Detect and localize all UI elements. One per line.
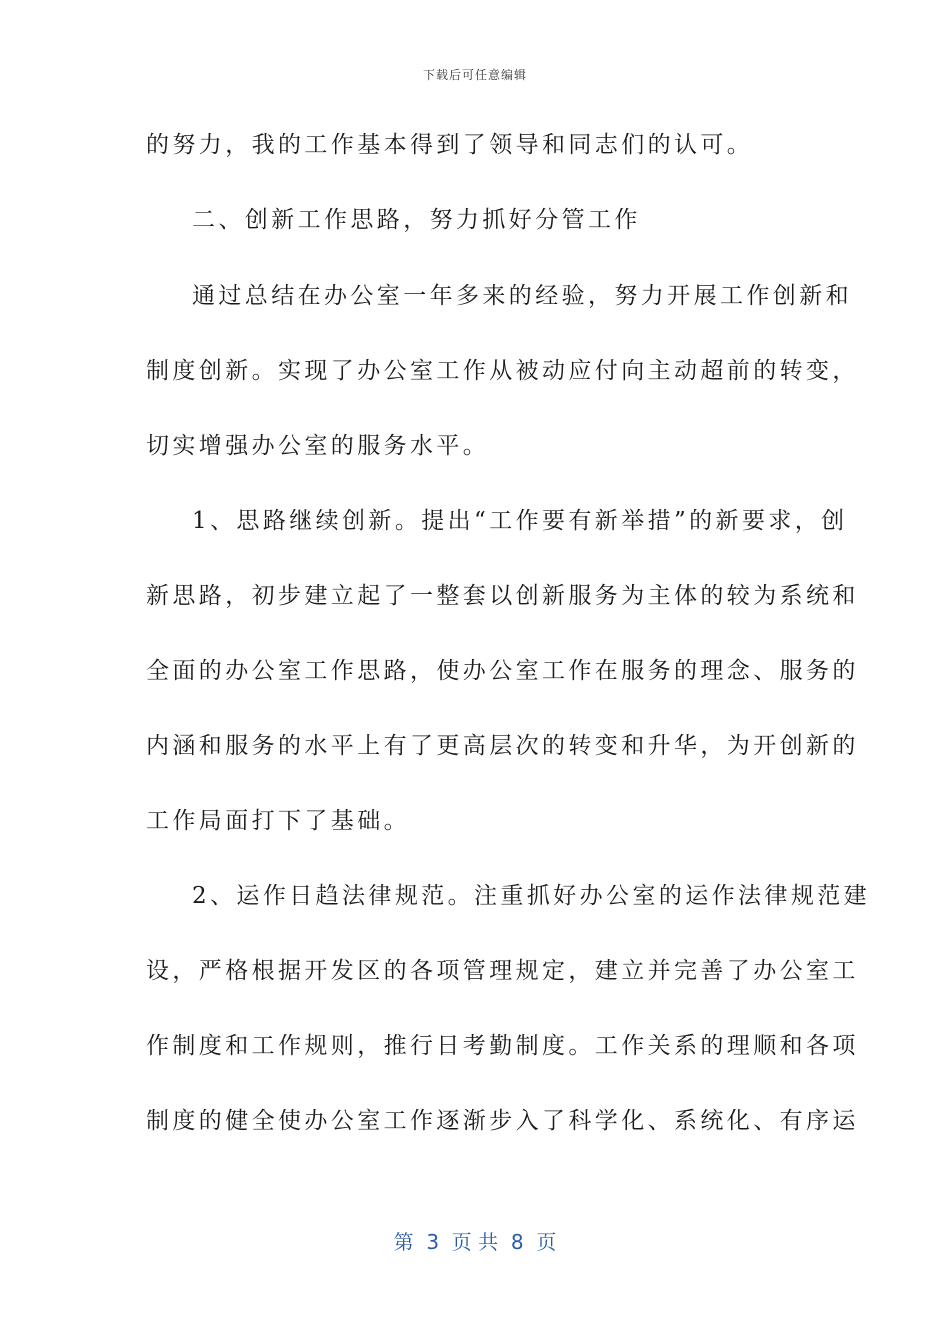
text-line-3: 通过总结在办公室一年多来的经验，努力开展工作创新和	[192, 283, 852, 309]
text-line-13: 作制度和工作规则，推行日考勤制度。工作关系的理顺和各项	[146, 1033, 859, 1059]
text-line-5: 切实增强办公室的服务水平。	[146, 433, 490, 459]
text-line-10: 工作局面打下了基础。	[146, 808, 410, 834]
text-line-12: 设，严格根据开发区的各项管理规定，建立并完善了办公室工	[146, 958, 859, 984]
text-line-8: 全面的办公室工作思路，使办公室工作在服务的理念、服务的	[146, 658, 859, 684]
page-header: 下载后可任意编辑	[422, 68, 527, 82]
text-line-7: 新思路，初步建立起了一整套以创新服务为主体的较为系统和	[146, 583, 859, 609]
text-line-6: 1、思路继续创新。提出“工作要有新举措”的新要求，创	[192, 508, 848, 534]
text-line-9: 内涵和服务的水平上有了更高层次的转变和升华，为开创新的	[146, 733, 859, 759]
section-heading: 二、创新工作思路，努力抓好分管工作	[192, 207, 641, 233]
text-line-4: 制度创新。实现了办公室工作从被动应付向主动超前的转变，	[146, 358, 859, 384]
text-line-11: 2、运作日趋法律规范。注重抓好办公室的运作法律规范建	[192, 883, 871, 909]
page-number-footer: 第 3 页 共 8 页	[393, 1230, 557, 1254]
text-line-1: 的努力，我的工作基本得到了领导和同志们的认可。	[146, 132, 754, 158]
text-line-14: 制度的健全使办公室工作逐渐步入了科学化、系统化、有序运	[146, 1108, 859, 1134]
